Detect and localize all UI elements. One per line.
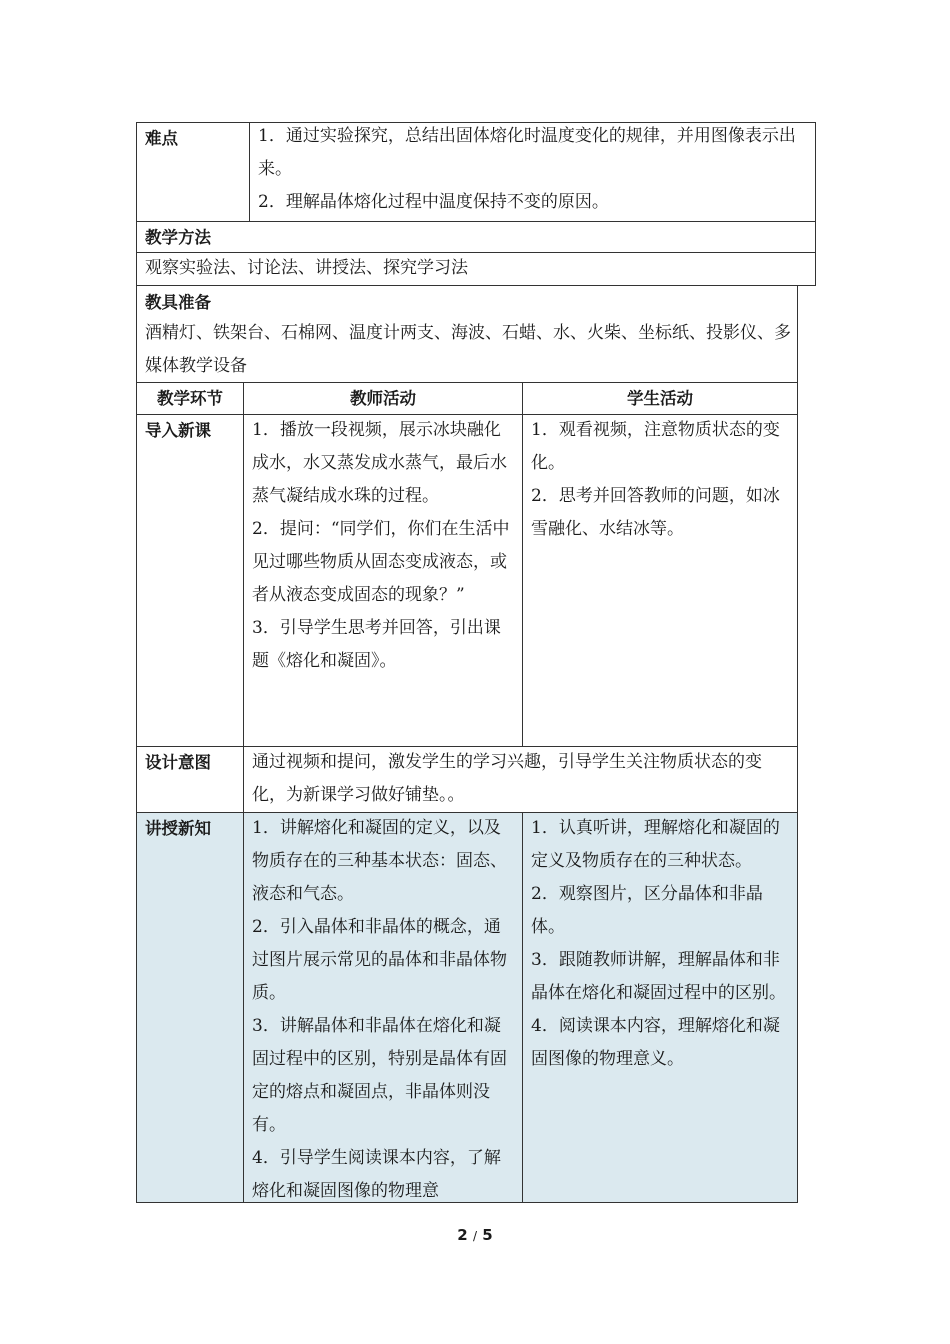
lecture-teacher-item: 4．引导学生阅读课本内容，了解熔化和凝固图像的物理意 bbox=[252, 1148, 501, 1201]
lecture-label bbox=[145, 812, 243, 845]
header-student-text: 学生活动 bbox=[627, 389, 693, 408]
page-current: 2 bbox=[457, 1226, 468, 1244]
intro-student-item: 1．观看视频，注意物质状态的变化。 bbox=[531, 420, 780, 473]
page-total: 5 bbox=[482, 1226, 493, 1244]
lecture-student-item: 3．跟随教师讲解，理解晶体和非晶体在熔化和凝固过程中的区别。 bbox=[531, 950, 786, 1003]
page-number bbox=[0, 1226, 950, 1244]
lecture-teacher-item: 2．引入晶体和非晶体的概念，通过图片展示常见的晶体和非晶体物质。 bbox=[252, 917, 507, 1003]
tools-content bbox=[145, 317, 793, 383]
intro-teacher-item: 3．引导学生思考并回答，引出课题《熔化和凝固》。 bbox=[252, 618, 501, 671]
table-border bbox=[522, 812, 523, 1203]
method-label bbox=[145, 221, 445, 254]
lecture-student-item: 1．认真听讲，理解熔化和凝固的定义及物质存在的三种状态。 bbox=[531, 818, 780, 871]
table-border bbox=[136, 1202, 798, 1203]
intro-label-text: 导入新课 bbox=[145, 421, 211, 440]
table-border bbox=[797, 286, 798, 1203]
table-border bbox=[243, 382, 244, 1203]
lecture-teacher bbox=[252, 812, 516, 1202]
method-label-text: 教学方法 bbox=[145, 228, 211, 247]
table-border bbox=[815, 122, 816, 286]
difficulty-content bbox=[258, 120, 810, 219]
lecture-student-item: 2．观察图片，区分晶体和非晶体。 bbox=[531, 884, 763, 937]
intro-teacher bbox=[252, 414, 516, 678]
header-teacher-text: 教师活动 bbox=[350, 389, 416, 408]
header-stage bbox=[137, 382, 243, 415]
page-separator: / bbox=[472, 1229, 478, 1243]
difficulty-item: 1．通过实验探究，总结出固体熔化时温度变化的规律，并用图像表示出来。 bbox=[258, 126, 796, 179]
design-label bbox=[145, 746, 243, 779]
header-teacher bbox=[244, 382, 522, 415]
lecture-teacher-item: 3．讲解晶体和非晶体在熔化和凝固过程中的区别，特别是晶体有固定的熔点和凝固点，非晶体则没有。 bbox=[252, 1016, 507, 1135]
difficulty-label bbox=[145, 122, 245, 155]
intro-teacher-item: 2．提问：“同学们，你们在生活中见过哪些物质从固态变成液态，或者从液态变成固态的现象？” bbox=[252, 519, 510, 605]
design-content-text: 通过视频和提问，激发学生的学习兴趣，引导学生关注物质状态的变化，为新课学习做好铺垫。。 bbox=[252, 752, 762, 805]
intro-student bbox=[531, 414, 791, 546]
difficulty-label-text: 难点 bbox=[145, 129, 178, 148]
header-student bbox=[523, 382, 797, 415]
design-label-text: 设计意图 bbox=[145, 753, 211, 772]
tools-label bbox=[145, 286, 445, 319]
lecture-teacher-item: 1．讲解熔化和凝固的定义，以及物质存在的三种基本状态：固态、液态和气态。 bbox=[252, 818, 507, 904]
lecture-student bbox=[531, 812, 791, 1076]
intro-label bbox=[145, 414, 243, 447]
tools-label-text: 教具准备 bbox=[145, 293, 211, 312]
design-content bbox=[252, 746, 792, 812]
table-border bbox=[136, 122, 137, 286]
header-stage-text: 教学环节 bbox=[157, 389, 223, 408]
method-content bbox=[145, 252, 805, 285]
lecture-label-text: 讲授新知 bbox=[145, 819, 211, 838]
tools-content-text: 酒精灯、铁架台、石棉网、温度计两支、海波、石蜡、水、火柴、坐标纸、投影仪、多媒体教学设备 bbox=[145, 323, 791, 376]
table-border bbox=[522, 382, 523, 747]
intro-teacher-item: 1．播放一段视频，展示冰块融化成水，水又蒸发成水蒸气，最后水蒸气凝结成水珠的过程。 bbox=[252, 420, 507, 506]
intro-student-item: 2．思考并回答教师的问题，如冰雪融化、水结冰等。 bbox=[531, 486, 780, 539]
lecture-student-item: 4．阅读课本内容，理解熔化和凝固图像的物理意义。 bbox=[531, 1016, 780, 1069]
difficulty-item: 2．理解晶体熔化过程中温度保持不变的原因。 bbox=[258, 192, 609, 212]
method-content-text: 观察实验法、讨论法、讲授法、探究学习法 bbox=[145, 258, 468, 278]
table-border bbox=[136, 286, 137, 1203]
table-border bbox=[249, 122, 250, 222]
